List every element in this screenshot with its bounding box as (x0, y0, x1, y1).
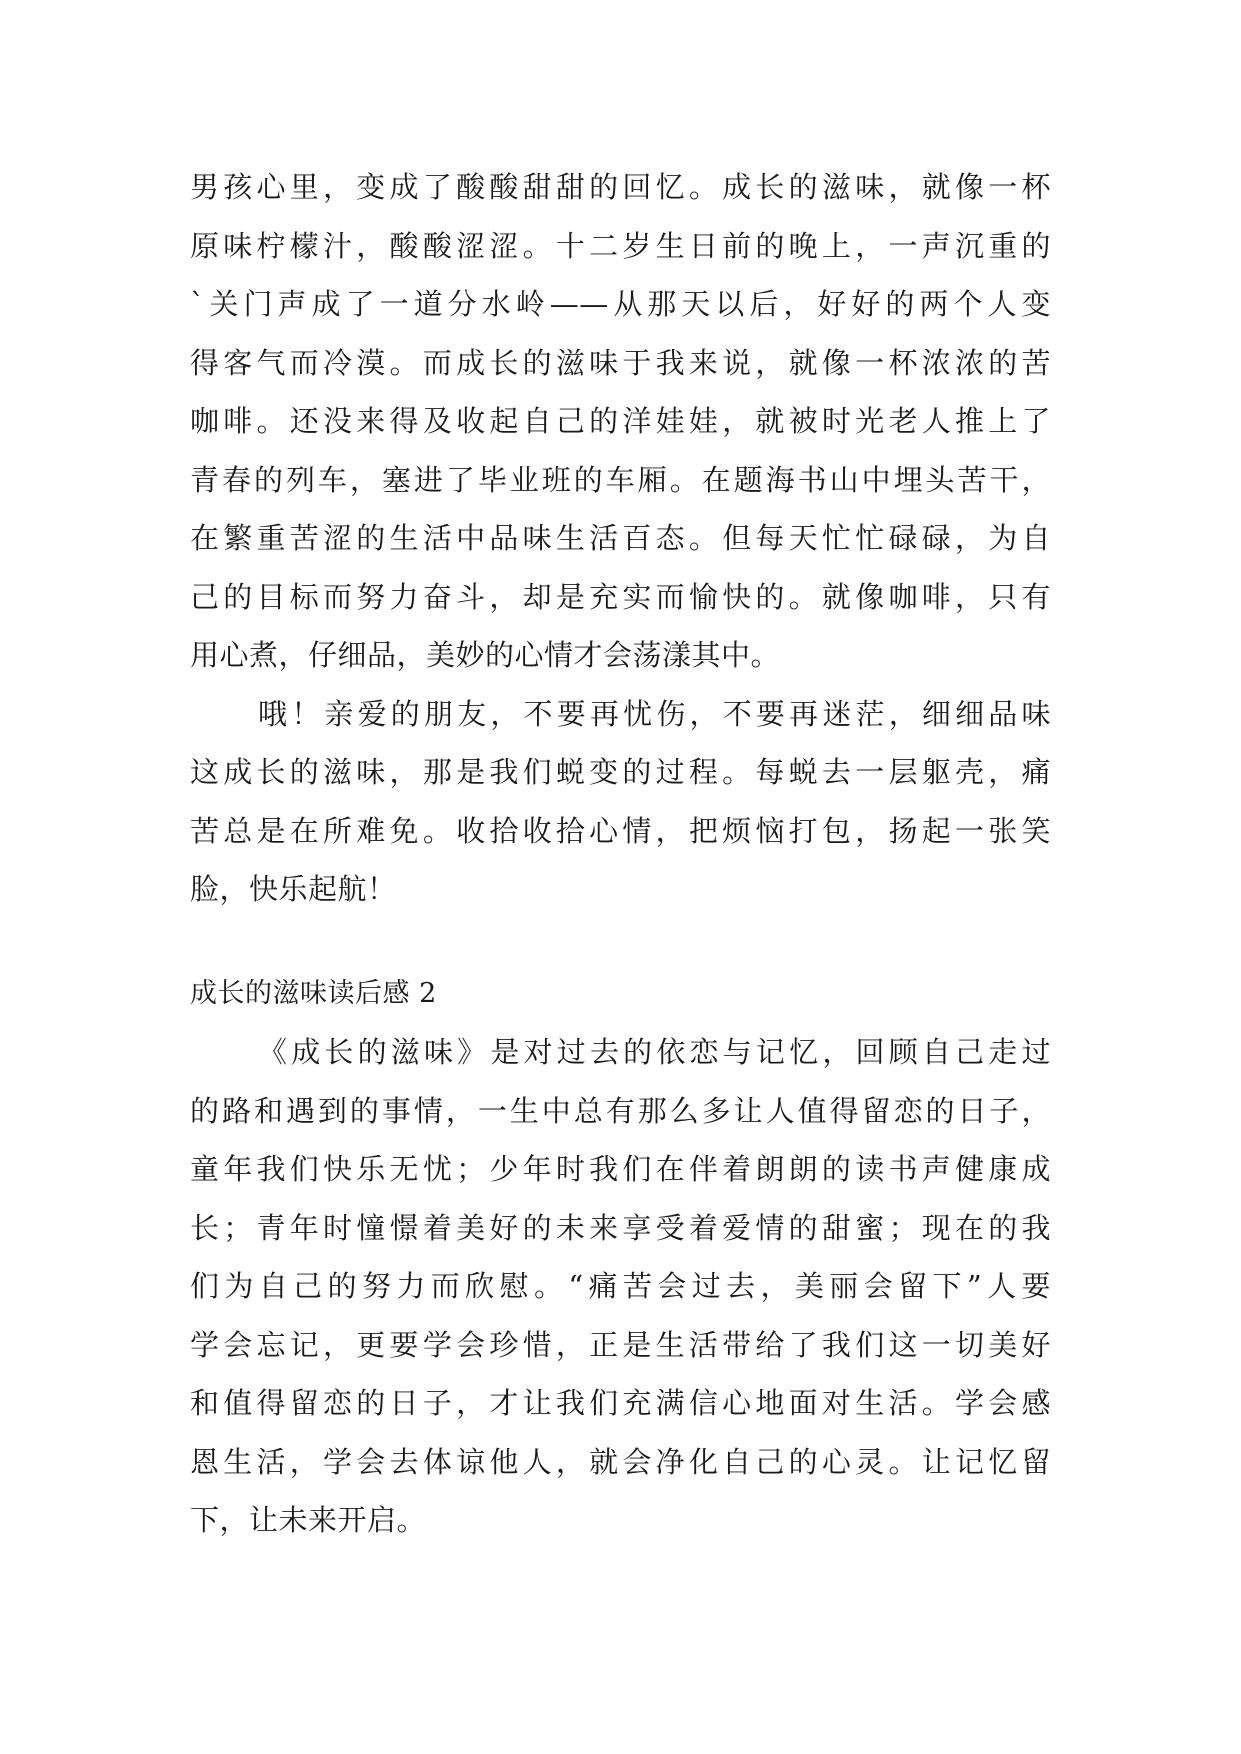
paragraph-line: 学会忘记，更要学会珍惜，正是生活带给了我们这一切美好 (190, 1327, 1051, 1362)
paragraph-line: 苦总是在所难免。收拾收拾心情，把烦恼打包，扬起一张笑 (190, 813, 1051, 848)
section-title-text: 成长的滋味读后感 2 (190, 978, 437, 1009)
paragraph-line: 得客气而冷漠。而成长的滋味于我来说，就像一杯浓浓的苦 (190, 345, 1051, 380)
paragraph-line: 长；青年时憧憬着美好的未来享受着爱情的甜蜜；现在的我 (190, 1210, 1051, 1245)
paragraph-line: 哦！亲爱的朋友，不要再忧伤，不要再迷茫，细细品味 (258, 696, 1051, 731)
paragraph-line: `关门声成了一道分水岭——从那天以后，好好的两个人变 (190, 287, 1051, 321)
paragraph-line: 这成长的滋味，那是我们蜕变的过程。每蜕去一层躯壳，痛 (190, 755, 1051, 789)
paragraph-line: 的路和遇到的事情，一生中总有那么多让人值得留恋的日子， (190, 1093, 1051, 1128)
paragraph-line: 己的目标而努力奋斗，却是充实而愉快的。就像咖啡，只有 (190, 579, 1051, 614)
paragraph-line: 和值得留恋的日子，才让我们充满信心地面对生活。学会感 (190, 1386, 1051, 1420)
paragraph-line: 用心煮，仔细品，美妙的心情才会荡漾其中。 (190, 638, 781, 672)
paragraph-line: 童年我们快乐无忧；少年时我们在伴着朗朗的读书声健康成 (190, 1152, 1051, 1186)
paragraph-line: 脸，快乐起航！ (190, 872, 397, 906)
paragraph-line: 青春的列车，塞进了毕业班的车厢。在题海书山中埋头苦干， (190, 462, 1051, 497)
paragraph-line: 们为自己的努力而欣慰。“痛苦会过去，美丽会留下”人要 (190, 1269, 1051, 1303)
paragraph-line: 咖啡。还没来得及收起自己的洋娃娃，就被时光老人推上了 (190, 404, 1051, 438)
paragraph-line: 恩生活，学会去体谅他人，就会净化自己的心灵。让记忆留 (190, 1444, 1051, 1479)
essay-2-body (190, 1023, 1051, 1550)
paragraph-line: 男孩心里，变成了酸酸甜甜的回忆。成长的滋味，就像一杯 (190, 170, 1051, 204)
paragraph-line: 在繁重苦涩的生活中品味生活百态。但每天忙忙碌碌，为自 (190, 521, 1051, 555)
essay-1-body (190, 158, 1051, 919)
paragraph-line: 《成长的滋味》是对过去的依恋与记忆，回顾自己走过 (258, 1035, 1051, 1069)
paragraph-line: 下，让未来开启。 (190, 1503, 427, 1537)
paragraph-line: 原味柠檬汁，酸酸涩涩。十二岁生日前的晚上，一声沉重的 (190, 228, 1051, 263)
section-title (190, 965, 1051, 1024)
